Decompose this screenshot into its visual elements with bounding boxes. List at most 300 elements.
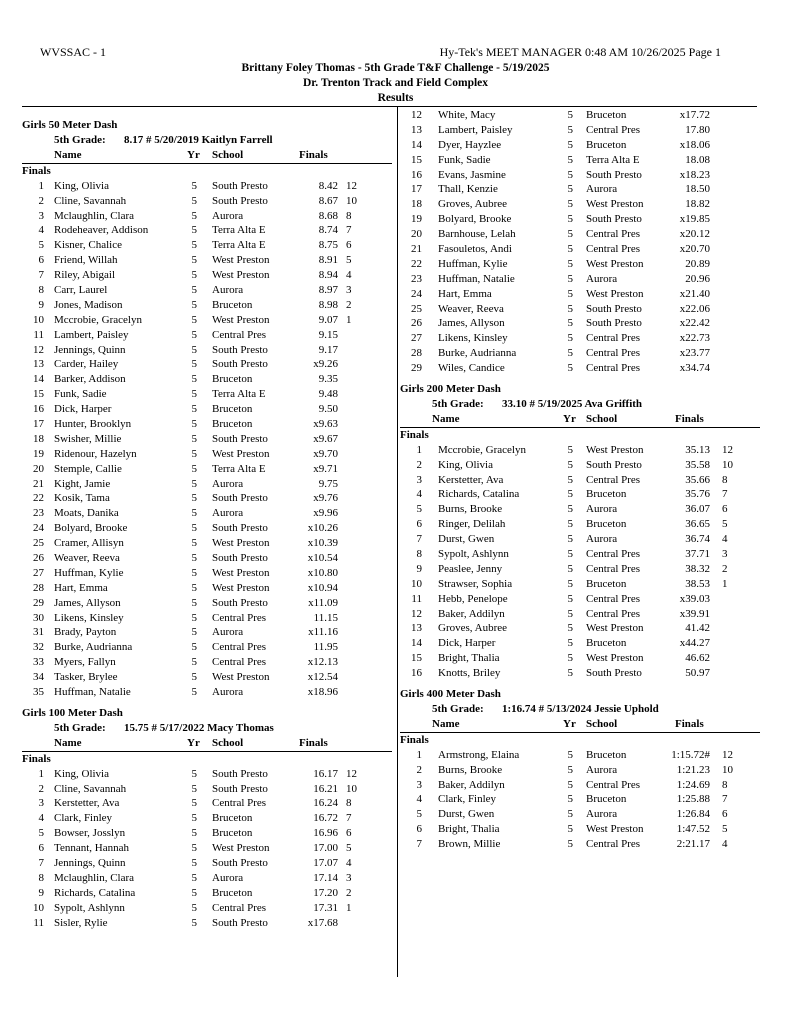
finals-mark: x11.16 xyxy=(308,626,338,639)
place: 25 xyxy=(411,302,422,315)
result-row xyxy=(400,346,760,361)
athlete-name: Baker, Addilyn xyxy=(438,778,505,791)
place: 27 xyxy=(33,566,44,579)
result-row xyxy=(400,153,760,168)
school: West Preston xyxy=(586,652,644,665)
grade: 5 xyxy=(567,503,573,516)
results-heading: Results xyxy=(377,92,414,104)
grade: 5 xyxy=(191,656,197,669)
grade: 5 xyxy=(191,224,197,237)
school: Bruceton xyxy=(212,298,253,311)
result-row xyxy=(400,302,760,317)
place: 12 xyxy=(411,607,422,620)
grade: 5 xyxy=(567,667,573,680)
school: South Presto xyxy=(212,551,268,564)
grade: 5 xyxy=(567,458,573,471)
grade: 5 xyxy=(567,347,573,360)
points: 6 xyxy=(346,239,352,252)
grade: 5 xyxy=(191,551,197,564)
finals-mark: x18.96 xyxy=(307,686,338,698)
school: Aurora xyxy=(212,626,244,639)
finals-mark: x18.23 xyxy=(679,168,710,181)
result-row xyxy=(22,253,392,268)
result-row xyxy=(400,287,760,302)
athlete-name: Sypolt, Ashlynn xyxy=(438,547,509,560)
finals-mark: 35.13 xyxy=(685,443,710,456)
school: Aurora xyxy=(212,871,244,884)
points: 4 xyxy=(346,856,352,869)
athlete-name: Richards, Catalina xyxy=(54,886,136,899)
place: 27 xyxy=(411,332,422,345)
grade: 5 xyxy=(191,671,197,684)
school: Central Pres xyxy=(212,901,267,914)
place: 1 xyxy=(416,748,422,761)
result-row xyxy=(400,227,760,242)
school: Central Pres xyxy=(212,656,267,669)
finals-mark: 9.35 xyxy=(318,373,338,386)
place: 8 xyxy=(38,871,44,884)
finals-mark: 17.00 xyxy=(313,842,338,855)
result-row xyxy=(22,811,392,826)
grade: 5 xyxy=(191,492,197,505)
athlete-name: Groves, Aubree xyxy=(438,198,508,211)
school: Terra Alta E xyxy=(586,153,640,166)
grade: 5 xyxy=(567,228,573,241)
finals-mark: 11.15 xyxy=(313,611,338,624)
finals-mark: 37.71 xyxy=(685,547,710,560)
result-row xyxy=(22,856,392,871)
athlete-name: Knotts, Briley xyxy=(438,667,501,680)
finals-mark: x23.77 xyxy=(679,347,710,360)
school: South Presto xyxy=(212,432,268,445)
grade: 5 xyxy=(567,562,573,575)
place: 2 xyxy=(38,194,44,207)
record-text: 33.10 # 5/19/2025 Ava Griffith xyxy=(502,397,643,410)
athlete-name: Durst, Gwen xyxy=(438,533,495,546)
athlete-name: Funk, Sadie xyxy=(438,153,491,166)
school: West Preston xyxy=(212,447,270,460)
place: 3 xyxy=(38,209,44,222)
points: 12 xyxy=(722,443,733,456)
col-yr: Yr xyxy=(563,717,576,730)
result-row xyxy=(22,596,392,611)
athlete-name: Groves, Aubree xyxy=(438,622,508,635)
event-record xyxy=(400,702,760,717)
left-column xyxy=(22,118,392,930)
school: South Presto xyxy=(212,343,268,356)
points: 12 xyxy=(346,179,357,192)
athlete-name: Bolyard, Brooke xyxy=(438,213,512,226)
grade: 5 xyxy=(191,812,197,825)
grade: 5 xyxy=(191,388,197,401)
place: 17 xyxy=(33,417,44,430)
place: 30 xyxy=(33,611,44,624)
col-school: School xyxy=(212,736,244,749)
grade: 5 xyxy=(567,748,573,761)
result-row xyxy=(400,331,760,346)
grade: 5 xyxy=(567,302,573,315)
place: 16 xyxy=(411,667,422,680)
result-row xyxy=(22,782,392,797)
grade: 5 xyxy=(191,827,197,840)
finals-mark: x10.80 xyxy=(307,566,338,579)
athlete-name: Burns, Brooke xyxy=(438,763,503,776)
athlete-name: Barker, Addison xyxy=(54,373,126,386)
grade: 5 xyxy=(191,343,197,356)
athlete-name: Cramer, Allisyn xyxy=(54,537,124,550)
grade: 5 xyxy=(567,838,573,851)
grade: 5 xyxy=(567,808,573,821)
event-100m xyxy=(22,706,392,931)
school: Aurora xyxy=(586,503,618,516)
finals-mark: 1:24.69 xyxy=(676,778,710,791)
place: 13 xyxy=(411,622,422,635)
grade: 5 xyxy=(191,358,197,371)
points: 5 xyxy=(346,254,352,267)
place: 9 xyxy=(416,562,422,575)
finals-mark: 35.58 xyxy=(685,458,710,471)
finals-mark: x39.91 xyxy=(679,607,710,620)
finals-mark: 9.15 xyxy=(318,328,338,341)
finals-mark: 41.42 xyxy=(685,622,710,635)
grade: 5 xyxy=(567,592,573,605)
athlete-name: Kosik, Tama xyxy=(54,492,110,505)
finals-label: Finals xyxy=(400,733,429,746)
meet-title: Brittany Foley Thomas - 5th Grade T&F Challenge - 5/19/2025 xyxy=(241,62,550,74)
column-header xyxy=(22,148,392,164)
finals-mark: 1:21.23 xyxy=(676,763,710,776)
finals-mark: 9.48 xyxy=(318,388,338,401)
athlete-name: Dick, Harper xyxy=(438,637,496,650)
place: 5 xyxy=(416,503,422,516)
points: 2 xyxy=(346,298,352,311)
place: 11 xyxy=(33,916,44,929)
athlete-name: Lambert, Paisley xyxy=(438,123,513,136)
finals-mark: 20.89 xyxy=(685,257,710,270)
school: South Presto xyxy=(212,194,268,207)
place: 14 xyxy=(411,637,422,650)
place: 4 xyxy=(38,812,44,825)
result-row xyxy=(400,182,760,197)
result-row xyxy=(400,807,760,822)
points: 4 xyxy=(346,269,352,282)
result-row xyxy=(400,651,760,666)
result-row xyxy=(400,837,760,852)
athlete-name: Barnhouse, Lelah xyxy=(438,228,516,241)
school: Central Pres xyxy=(212,611,267,624)
grade: 5 xyxy=(191,686,197,698)
place: 7 xyxy=(416,838,422,851)
athlete-name: Burns, Brooke xyxy=(438,503,503,516)
result-row xyxy=(400,443,760,458)
meet-title-block xyxy=(0,61,791,106)
grade: 5 xyxy=(191,447,197,460)
school: Bruceton xyxy=(212,403,253,416)
col-finals: Finals xyxy=(299,148,328,161)
col-yr: Yr xyxy=(187,736,200,749)
points: 2 xyxy=(722,562,728,575)
event-title: Girls 100 Meter Dash xyxy=(22,706,123,719)
place: 1 xyxy=(38,179,44,192)
place: 10 xyxy=(33,313,44,326)
grade: 5 xyxy=(191,507,197,520)
record-text: 1:16.74 # 5/13/2024 Jessie Uphold xyxy=(502,702,659,715)
result-row xyxy=(400,108,760,123)
school: Bruceton xyxy=(212,812,253,825)
grade: 5 xyxy=(567,198,573,211)
grade: 5 xyxy=(567,317,573,330)
place: 2 xyxy=(38,782,44,795)
result-row xyxy=(22,901,392,916)
result-row xyxy=(400,212,760,227)
athlete-name: Myers, Fallyn xyxy=(54,656,116,669)
athlete-name: Bolyard, Brooke xyxy=(54,522,128,535)
finals-mark: 1:26.84 xyxy=(676,808,710,821)
col-name: Name xyxy=(432,412,460,425)
points: 10 xyxy=(722,458,733,471)
finals-mark: 17.31 xyxy=(313,901,338,914)
school: Bruceton xyxy=(212,886,253,899)
school: South Presto xyxy=(586,213,642,226)
result-row xyxy=(400,592,760,607)
result-row xyxy=(400,242,760,257)
meet-venue: Dr. Trenton Track and Field Complex xyxy=(302,77,489,89)
school: West Preston xyxy=(586,823,644,836)
points: 7 xyxy=(346,224,352,237)
athlete-name: Hart, Emma xyxy=(54,581,108,594)
athlete-name: Peaslee, Jenny xyxy=(438,562,503,575)
finals-mark: 17.07 xyxy=(313,856,338,869)
place: 8 xyxy=(38,283,44,296)
finals-mark: x17.72 xyxy=(679,109,710,121)
school: West Preston xyxy=(212,671,270,684)
school: Central Pres xyxy=(586,838,641,851)
place: 10 xyxy=(33,901,44,914)
software-stamp: Hy-Tek's MEET MANAGER 0:48 AM 10/26/2025 Page 1 xyxy=(439,45,721,59)
school: Terra Alta E xyxy=(212,388,266,401)
grade: 5 xyxy=(567,362,573,375)
finals-mark: x39.03 xyxy=(679,592,710,605)
place: 31 xyxy=(33,626,44,639)
col-name: Name xyxy=(432,717,460,730)
school: South Presto xyxy=(586,168,642,181)
school: West Preston xyxy=(212,842,270,855)
place: 24 xyxy=(33,522,44,535)
school: Central Pres xyxy=(212,328,267,341)
result-row xyxy=(22,655,392,670)
points: 8 xyxy=(346,797,352,810)
finals-mark: 17.80 xyxy=(685,123,710,136)
result-row xyxy=(22,625,392,640)
grade: 5 xyxy=(191,641,197,654)
grade: 5 xyxy=(191,522,197,535)
grade: 5 xyxy=(567,763,573,776)
finals-mark: x9.63 xyxy=(313,417,338,430)
finals-mark: x9.70 xyxy=(313,447,338,460)
finals-mark: 18.50 xyxy=(685,183,710,196)
grade: 5 xyxy=(567,287,573,300)
finals-mark: 46.62 xyxy=(685,652,710,665)
grade: 5 xyxy=(567,577,573,590)
place: 3 xyxy=(38,797,44,810)
place: 15 xyxy=(411,153,422,166)
finals-mark: x22.06 xyxy=(679,302,710,315)
athlete-name: Jones, Madison xyxy=(54,298,123,311)
school: West Preston xyxy=(212,537,270,550)
points: 12 xyxy=(346,767,357,780)
athlete-name: Huffman, Natalie xyxy=(438,272,515,285)
place: 23 xyxy=(33,507,44,520)
place: 25 xyxy=(33,537,44,550)
athlete-name: Baker, Addilyn xyxy=(438,607,505,620)
result-row xyxy=(22,223,392,238)
school: South Presto xyxy=(212,522,268,535)
points: 1 xyxy=(722,577,728,590)
athlete-name: Funk, Sadie xyxy=(54,388,107,401)
school: Central Pres xyxy=(586,123,641,136)
school: Central Pres xyxy=(586,592,641,605)
school: Aurora xyxy=(212,507,244,520)
school: Aurora xyxy=(586,533,618,546)
athlete-name: Lambert, Paisley xyxy=(54,328,129,341)
finals-label: Finals xyxy=(22,752,51,765)
grade: 5 xyxy=(567,823,573,836)
finals-mark: x9.67 xyxy=(313,432,338,445)
place: 1 xyxy=(38,767,44,780)
school: West Preston xyxy=(586,198,644,211)
result-row xyxy=(22,328,392,343)
grade: 5 xyxy=(191,462,197,475)
grade: 5 xyxy=(191,269,197,282)
result-row xyxy=(22,841,392,856)
points: 6 xyxy=(722,503,728,516)
athlete-name: Bright, Thalia xyxy=(438,823,500,836)
school: South Presto xyxy=(586,317,642,330)
school: Central Pres xyxy=(586,778,641,791)
result-row xyxy=(400,792,760,807)
grade: 5 xyxy=(567,547,573,560)
grade: 5 xyxy=(191,566,197,579)
place: 4 xyxy=(416,488,422,501)
school: Aurora xyxy=(212,686,244,698)
athlete-name: Ringer, Delilah xyxy=(438,518,506,531)
result-row xyxy=(22,462,392,477)
athlete-name: Burke, Audrianna xyxy=(438,347,517,360)
place: 14 xyxy=(33,373,44,386)
points: 10 xyxy=(722,763,733,776)
event-title: Girls 200 Meter Dash xyxy=(400,383,501,396)
place: 21 xyxy=(33,477,44,490)
athlete-name: Ridenour, Hazelyn xyxy=(54,447,137,460)
col-name: Name xyxy=(54,736,82,749)
school: South Presto xyxy=(212,358,268,371)
result-row xyxy=(400,748,760,763)
place: 5 xyxy=(416,808,422,821)
place: 13 xyxy=(411,123,422,136)
result-row xyxy=(22,566,392,581)
place: 7 xyxy=(38,856,44,869)
result-row xyxy=(400,197,760,212)
school: Aurora xyxy=(586,272,618,285)
record-label: 5th Grade: xyxy=(54,133,106,146)
result-row xyxy=(22,313,392,328)
finals-mark: x12.54 xyxy=(307,671,338,684)
school: West Preston xyxy=(212,566,270,579)
place: 29 xyxy=(33,596,44,609)
place: 18 xyxy=(33,432,44,445)
athlete-name: Clark, Finley xyxy=(54,812,113,825)
result-row xyxy=(400,666,760,681)
grade: 5 xyxy=(191,871,197,884)
finals-mark: x10.39 xyxy=(307,537,338,550)
result-row xyxy=(400,562,760,577)
result-row xyxy=(22,343,392,358)
athlete-name: King, Olivia xyxy=(54,179,109,192)
grade: 5 xyxy=(567,213,573,226)
school: Aurora xyxy=(586,808,618,821)
athlete-name: Bowser, Josslyn xyxy=(54,827,126,840)
athlete-name: Brady, Payton xyxy=(54,626,117,639)
finals-mark: 9.07 xyxy=(318,313,338,326)
place: 26 xyxy=(33,551,44,564)
athlete-name: Mccrobie, Gracelyn xyxy=(54,313,142,326)
grade: 5 xyxy=(567,622,573,635)
grade: 5 xyxy=(567,607,573,620)
place: 21 xyxy=(411,243,422,256)
finals-mark: 11.95 xyxy=(313,641,338,654)
grade: 5 xyxy=(567,793,573,806)
athlete-name: Likens, Kinsley xyxy=(54,611,124,624)
school: South Presto xyxy=(586,458,642,471)
school: Central Pres xyxy=(586,332,641,345)
school: Bruceton xyxy=(212,373,253,386)
athlete-name: James, Allyson xyxy=(54,596,121,609)
finals-mark: x9.96 xyxy=(313,507,338,520)
athlete-name: Richards, Catalina xyxy=(438,488,520,501)
athlete-name: Cline, Savannah xyxy=(54,782,127,795)
school: West Preston xyxy=(586,287,644,300)
athlete-name: Thall, Kenzie xyxy=(438,183,498,196)
athlete-name: Huffman, Kylie xyxy=(54,566,124,579)
grade: 5 xyxy=(567,109,573,121)
athlete-name: Weaver, Reeva xyxy=(438,302,504,315)
place: 4 xyxy=(416,793,422,806)
school: West Preston xyxy=(586,622,644,635)
result-row xyxy=(22,402,392,417)
athlete-name: Brown, Millie xyxy=(438,838,501,851)
col-school: School xyxy=(212,148,244,161)
athlete-name: Kerstetter, Ava xyxy=(54,797,120,810)
grade: 5 xyxy=(191,254,197,267)
place: 22 xyxy=(411,257,422,270)
finals-mark: x34.74 xyxy=(679,362,710,375)
school: Central Pres xyxy=(586,562,641,575)
grade: 5 xyxy=(191,328,197,341)
result-row xyxy=(400,473,760,488)
athlete-name: King, Olivia xyxy=(54,767,109,780)
finals-mark: 35.66 xyxy=(685,473,710,486)
place: 6 xyxy=(416,518,422,531)
finals-mark: x9.76 xyxy=(313,492,338,505)
result-row xyxy=(22,298,392,313)
athlete-name: Fasouletos, Andi xyxy=(438,243,512,256)
result-row xyxy=(400,487,760,502)
finals-mark: 2:21.17 xyxy=(676,838,710,851)
finals-mark: x10.26 xyxy=(307,522,338,535)
finals-mark: x9.26 xyxy=(313,358,338,371)
school: Central Pres xyxy=(586,607,641,620)
school: South Presto xyxy=(586,302,642,315)
